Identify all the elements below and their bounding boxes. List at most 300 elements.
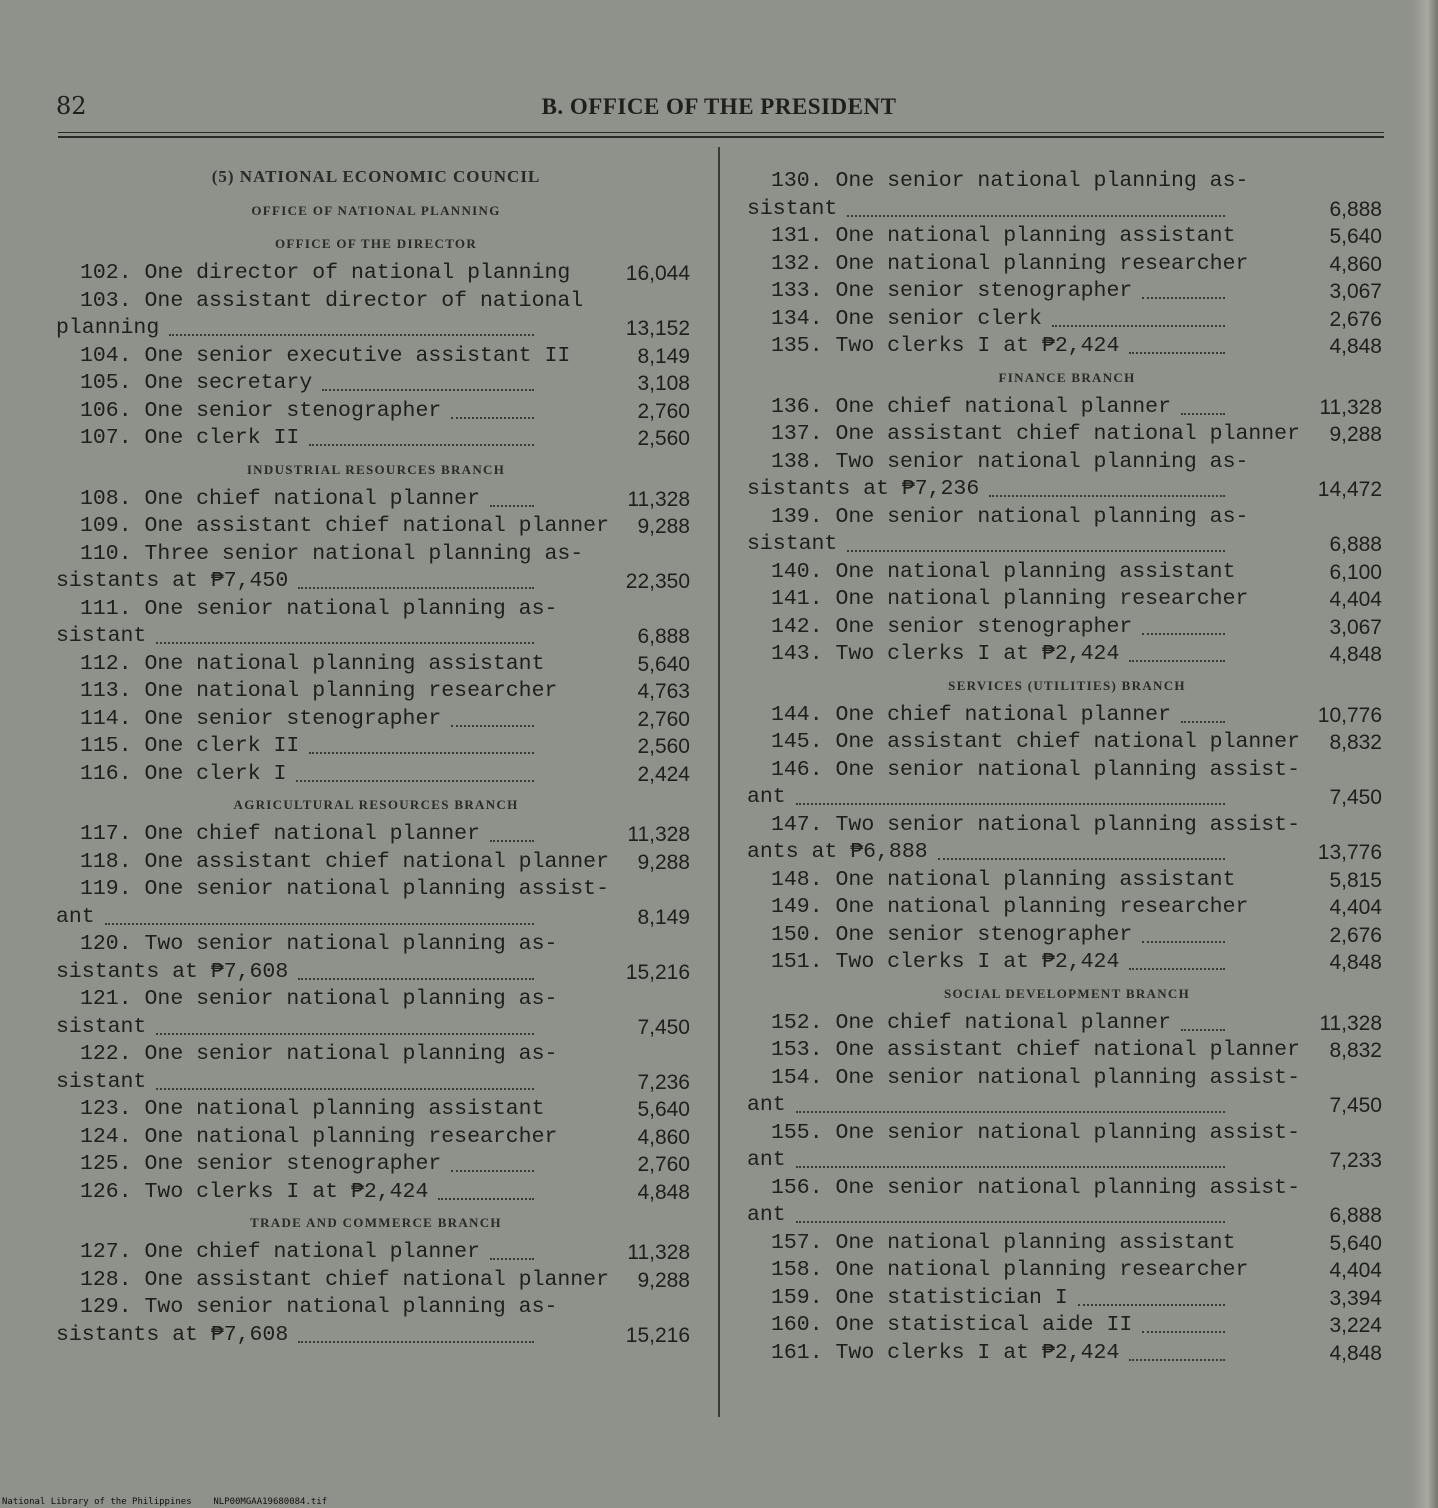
line-item-row [56, 1096, 696, 1124]
dot-leader [451, 417, 534, 419]
line-item [56, 1294, 696, 1349]
section-heading-office-of-the-director: OFFICE OF THE DIRECTOR [274, 236, 478, 251]
item-amount: 15,216 [625, 1323, 690, 1347]
line-item [747, 922, 1387, 950]
item-amount: 9,288 [637, 1268, 690, 1292]
line-item-row [747, 949, 1387, 977]
line-item [747, 1037, 1387, 1065]
line-item-row [747, 559, 1387, 587]
line-item-row [56, 904, 696, 932]
item-description: 108. One chief national planner [80, 486, 480, 511]
item-description: 130. One senior national planning as- [771, 169, 1249, 193]
line-item-row [56, 706, 696, 734]
item-description: ant [747, 1093, 786, 1117]
line-item-row [747, 614, 1387, 642]
item-description: 154. One senior national planning assist- [771, 1065, 1300, 1090]
line-item [56, 288, 696, 343]
line-item [747, 894, 1387, 922]
line-item [747, 168, 1387, 223]
line-item [747, 729, 1387, 757]
line-item-row [747, 586, 1387, 614]
item-amount: 4,848 [1329, 951, 1382, 974]
item-amount: 6,888 [1329, 1204, 1382, 1227]
item-description: 148. One national planning assistant [771, 867, 1236, 892]
line-item-row [747, 196, 1387, 224]
line-item-row [747, 1257, 1387, 1285]
dot-leader [1142, 1331, 1225, 1333]
line-item-row [747, 421, 1387, 449]
line-item [56, 706, 696, 734]
item-description: ants at ₱6,888 [747, 840, 928, 864]
item-description: sistant [747, 532, 838, 556]
section-heading-trade-and-commerce-branch: TRADE AND COMMERCE BRANCH [250, 1215, 502, 1230]
item-description: 143. Two clerks I at ₱2,424 [771, 642, 1120, 666]
item-amount: 2,424 [637, 762, 690, 786]
line-item [747, 1175, 1387, 1230]
line-item [56, 1179, 696, 1207]
item-amount: 2,560 [637, 735, 690, 758]
item-amount: 7,233 [1329, 1149, 1382, 1172]
item-description: 134. One senior clerk [771, 306, 1042, 331]
line-item [56, 370, 696, 398]
line-item [747, 1065, 1387, 1120]
line-item [56, 931, 696, 986]
header-rule-top [58, 132, 1384, 133]
item-amount: 9,288 [1329, 423, 1382, 446]
item-description: 120. Two senior national planning as- [80, 932, 558, 956]
item-description: 106. One senior stenographer [80, 398, 442, 423]
line-item [747, 1010, 1387, 1038]
item-amount: 8,832 [1329, 1039, 1382, 1062]
item-description: 160. One statistical aide II [771, 1313, 1133, 1337]
item-amount: 4,848 [1329, 1341, 1382, 1365]
item-description: sistants at ₱7,608 [56, 1322, 289, 1347]
dot-leader [156, 1033, 534, 1035]
dot-leader [296, 780, 534, 782]
line-item-row [56, 596, 696, 624]
item-amount: 2,560 [637, 427, 690, 450]
line-item [56, 876, 696, 931]
line-item [747, 251, 1387, 279]
council-title: (5) NATIONAL ECONOMIC COUNCIL [211, 167, 541, 186]
line-item-row [747, 702, 1387, 730]
item-amount: 6,888 [1329, 533, 1382, 556]
item-description: 151. Two clerks I at ₱2,424 [771, 950, 1120, 974]
dot-leader [156, 1088, 534, 1090]
section-heading-finance-branch: FINANCE BRANCH [998, 369, 1136, 385]
item-amount: 7,450 [1329, 1094, 1382, 1117]
item-description: 127. One chief national planner [80, 1240, 480, 1264]
line-item-row [747, 757, 1387, 785]
dot-leader [156, 642, 534, 644]
item-description: 117. One chief national planner [80, 822, 480, 846]
item-amount: 8,149 [637, 905, 690, 929]
line-item-row [747, 1065, 1387, 1093]
item-amount: 5,640 [1329, 225, 1382, 248]
dot-leader [309, 444, 534, 446]
line-item [747, 1257, 1387, 1285]
line-item [56, 1041, 696, 1096]
line-item-row [56, 651, 696, 679]
line-item [56, 821, 696, 849]
item-amount: 4,763 [637, 680, 690, 703]
line-item-row [56, 761, 696, 789]
item-amount: 13,152 [625, 317, 690, 340]
item-description: 115. One clerk II [80, 734, 300, 758]
line-item-row [56, 1239, 696, 1267]
item-description: 111. One senior national planning as- [80, 596, 558, 621]
item-description: 121. One senior national planning as- [80, 987, 558, 1011]
dot-leader [490, 840, 534, 842]
line-item [747, 812, 1387, 867]
dot-leader [847, 550, 1225, 552]
item-description: 158. One national planning researcher [771, 1258, 1249, 1282]
item-description: ant [747, 1203, 786, 1227]
line-item-row [56, 1041, 696, 1069]
line-item-row [56, 1322, 696, 1350]
item-amount: 4,860 [1329, 252, 1382, 276]
item-description: 112. One national planning assistant [80, 651, 545, 676]
item-description: 133. One senior stenographer [771, 279, 1133, 303]
header-rule-bottom [58, 136, 1384, 138]
line-item-row [56, 288, 696, 316]
line-item-row [747, 812, 1387, 840]
item-description: 118. One assistant chief national planner [80, 849, 609, 874]
line-item [56, 849, 696, 877]
item-description: sistant [56, 1014, 147, 1039]
item-description: planning [56, 316, 160, 340]
item-description: 103. One assistant director of national [80, 288, 584, 313]
item-amount: 16,044 [625, 262, 690, 285]
column-divider [718, 147, 720, 1417]
line-item-row [747, 1340, 1387, 1368]
line-item-row [56, 876, 696, 904]
dot-leader [847, 215, 1225, 217]
item-description: 152. One chief national planner [771, 1010, 1171, 1035]
line-item [56, 343, 696, 371]
line-item [747, 1312, 1387, 1340]
item-amount: 3,224 [1329, 1314, 1382, 1337]
line-item [747, 614, 1387, 642]
item-description: 141. One national planning researcher [771, 587, 1249, 611]
item-amount: 8,149 [637, 344, 690, 368]
line-item [56, 1267, 696, 1295]
item-description: 126. Two clerks I at ₱2,424 [80, 1179, 429, 1204]
item-description: 159. One statistician I [771, 1285, 1068, 1310]
item-description: 140. One national planning assistant [771, 559, 1236, 584]
item-description: 139. One senior national planning as- [771, 504, 1249, 529]
dot-leader [1142, 941, 1225, 943]
footer-library: National Library of the Philippines [2, 1497, 192, 1507]
item-description: 137. One assistant chief national planner [771, 422, 1300, 446]
item-description: 149. One national planning researcher [771, 895, 1249, 919]
dot-leader [796, 1111, 1225, 1113]
section-heading-industrial-resources-branch: INDUSTRIAL RESOURCES BRANCH [246, 461, 506, 477]
item-description: 119. One senior national planning assist- [80, 877, 609, 901]
left-sections [56, 227, 696, 1349]
dot-leader [1181, 721, 1225, 723]
line-item [747, 394, 1387, 422]
dot-leader [796, 1221, 1225, 1223]
line-item-row [56, 513, 696, 541]
item-description: sistant [56, 1069, 147, 1094]
item-description: 150. One senior stenographer [771, 922, 1133, 947]
item-amount: 11,328 [627, 1241, 690, 1264]
line-item-row [747, 1312, 1387, 1340]
dot-leader [1129, 968, 1225, 970]
line-item-row [56, 541, 696, 569]
line-item [747, 1230, 1387, 1258]
line-item-row [747, 251, 1387, 279]
line-item-row [56, 1124, 696, 1152]
line-item-row [56, 931, 696, 959]
item-description: 131. One national planning assistant [771, 224, 1236, 248]
line-item [56, 541, 696, 596]
line-item-row [56, 1069, 696, 1097]
line-item-row [56, 623, 696, 651]
line-item-row [747, 1010, 1387, 1038]
dot-leader [1129, 352, 1225, 354]
dot-leader [438, 1198, 534, 1200]
item-description: 156. One senior national planning assist- [771, 1175, 1300, 1200]
line-item [747, 559, 1387, 587]
dot-leader [451, 1170, 534, 1172]
line-item-row [747, 504, 1387, 532]
line-item-row [747, 278, 1387, 306]
item-description: ant [747, 785, 786, 809]
item-amount: 5,815 [1329, 868, 1382, 892]
line-item [56, 733, 696, 761]
line-item-row [747, 333, 1387, 361]
line-item-row [747, 1202, 1387, 1230]
right-column [747, 160, 1387, 1367]
line-item [747, 421, 1387, 449]
item-description: 146. One senior national planning assist- [771, 757, 1300, 782]
line-item-row [747, 1147, 1387, 1175]
item-description: ant [56, 904, 95, 929]
line-item-row [747, 1230, 1387, 1258]
line-item-row [56, 959, 696, 987]
item-amount: 9,288 [637, 850, 690, 874]
item-description: sistant [747, 196, 838, 221]
item-amount: 7,236 [637, 1070, 690, 1094]
line-item [747, 449, 1387, 504]
item-amount: 6,888 [637, 625, 690, 648]
scan-footer [2, 1497, 327, 1507]
line-item [56, 1124, 696, 1152]
item-amount: 4,404 [1329, 588, 1382, 611]
left-column [56, 160, 696, 1349]
item-description: 104. One senior executive assistant II [80, 343, 571, 368]
item-description: 138. Two senior national planning as- [771, 449, 1249, 474]
line-item [747, 641, 1387, 669]
dot-leader [451, 725, 534, 727]
item-description: 157. One national planning assistant [771, 1230, 1236, 1255]
line-item [747, 702, 1387, 730]
item-amount: 10,776 [1317, 703, 1382, 727]
page-edge-shadow [1412, 0, 1438, 1508]
line-item [56, 1151, 696, 1179]
line-item-row [747, 168, 1387, 196]
dot-leader [490, 1258, 534, 1260]
item-amount: 6,888 [1329, 197, 1382, 221]
page-title: B. OFFICE OF THE PRESIDENT [541, 94, 897, 119]
line-item-row [747, 641, 1387, 669]
item-amount: 6,100 [1329, 560, 1382, 584]
item-description: 113. One national planning researcher [80, 679, 558, 703]
item-description: 161. Two clerks I at ₱2,424 [771, 1340, 1120, 1365]
item-amount: 9,288 [637, 515, 690, 538]
line-item [747, 223, 1387, 251]
item-amount: 5,640 [637, 1098, 690, 1121]
line-item [56, 678, 696, 706]
line-item-row [747, 476, 1387, 504]
line-item [56, 986, 696, 1041]
dot-leader [1078, 1304, 1225, 1306]
item-description: 116. One clerk I [80, 761, 287, 786]
item-amount: 7,450 [637, 1015, 690, 1039]
item-amount: 11,328 [627, 487, 690, 511]
line-item [747, 1285, 1387, 1313]
item-description: ant [747, 1148, 786, 1172]
line-item-row [747, 1175, 1387, 1203]
line-item-row [747, 1285, 1387, 1313]
right-sections [747, 160, 1387, 1367]
item-description: 107. One clerk II [80, 426, 300, 450]
section-spacer [747, 160, 1387, 168]
item-amount: 2,676 [1329, 307, 1382, 331]
line-item-row [56, 849, 696, 877]
dot-leader [1181, 413, 1225, 415]
item-description: 153. One assistant chief national planner [771, 1038, 1300, 1062]
dot-leader [105, 923, 534, 925]
item-amount: 4,848 [1329, 643, 1382, 666]
dot-leader [1142, 297, 1225, 299]
line-item-row [56, 343, 696, 371]
line-item [747, 586, 1387, 614]
line-item-row [747, 894, 1387, 922]
line-item-row [747, 1037, 1387, 1065]
item-amount: 7,450 [1329, 786, 1382, 809]
item-amount: 2,760 [637, 707, 690, 731]
line-item-row [56, 1151, 696, 1179]
item-description: 114. One senior stenographer [80, 706, 442, 731]
line-item [56, 425, 696, 453]
item-description: 135. Two clerks I at ₱2,424 [771, 334, 1120, 358]
line-item-row [56, 821, 696, 849]
dot-leader [796, 1166, 1225, 1168]
line-item-row [56, 568, 696, 596]
line-item [747, 949, 1387, 977]
item-amount: 4,860 [637, 1125, 690, 1149]
footer-file: NLP00MGAA19680084.tif [213, 1497, 328, 1507]
line-item [56, 761, 696, 789]
item-description: sistant [56, 624, 147, 648]
line-item-row [56, 1179, 696, 1207]
line-item-row [56, 486, 696, 514]
line-item-row [56, 425, 696, 453]
item-description: sistants at ₱7,608 [56, 959, 289, 984]
item-description: 145. One assistant chief national planner [771, 730, 1300, 754]
line-item-row [747, 223, 1387, 251]
item-amount: 4,848 [637, 1180, 690, 1204]
item-amount: 2,760 [637, 399, 690, 423]
line-item [747, 867, 1387, 895]
line-item-row [747, 1092, 1387, 1120]
dot-leader [298, 1341, 534, 1343]
item-amount: 3,394 [1329, 1286, 1382, 1310]
line-item-row [56, 370, 696, 398]
line-item-row [747, 306, 1387, 334]
dot-leader [1052, 325, 1225, 327]
line-item-row [56, 1014, 696, 1042]
dot-leader [490, 505, 534, 507]
line-item-row [747, 867, 1387, 895]
item-amount: 11,328 [1319, 395, 1382, 419]
item-description: 109. One assistant chief national planner [80, 514, 609, 538]
item-amount: 11,328 [1319, 1011, 1382, 1035]
line-item-row [747, 1120, 1387, 1148]
dot-leader [298, 587, 534, 589]
line-item-row [747, 394, 1387, 422]
line-item-row [56, 1294, 696, 1322]
item-amount: 15,216 [625, 960, 690, 984]
item-amount: 4,848 [1329, 335, 1382, 358]
line-item-row [56, 315, 696, 343]
line-item [56, 486, 696, 514]
office-subtitle: OFFICE OF NATIONAL PLANNING [251, 203, 501, 218]
item-amount: 2,676 [1329, 923, 1382, 947]
item-description: 110. Three senior national planning as- [80, 541, 584, 566]
dot-leader [322, 389, 534, 391]
line-item-row [56, 1267, 696, 1295]
dot-leader [298, 978, 534, 980]
item-description: 124. One national planning researcher [80, 1124, 558, 1149]
line-item [56, 596, 696, 651]
line-item-row [56, 260, 696, 288]
line-item [56, 260, 696, 288]
line-item-row [747, 531, 1387, 559]
item-amount: 3,108 [637, 372, 690, 395]
line-item-row [747, 729, 1387, 757]
dot-leader [938, 858, 1225, 860]
section-heading-services-utilities-branch: SERVICES (UTILITIES) BRANCH [948, 677, 1186, 693]
item-description: 123. One national planning assistant [80, 1097, 545, 1121]
dot-leader [1181, 1029, 1225, 1031]
line-item [56, 1239, 696, 1267]
page-number: 82 [56, 92, 87, 120]
line-item-row [56, 398, 696, 426]
line-item [56, 513, 696, 541]
item-amount: 14,472 [1317, 478, 1382, 501]
item-amount: 5,640 [637, 652, 690, 676]
line-item [56, 398, 696, 426]
section-heading-social-development-branch: SOCIAL DEVELOPMENT BRANCH [943, 985, 1191, 1001]
item-description: 128. One assistant chief national planner [80, 1267, 609, 1292]
dot-leader [169, 334, 534, 336]
item-description: 129. Two senior national planning as- [80, 1295, 558, 1319]
line-item [747, 1120, 1387, 1175]
item-description: sistants at ₱7,450 [56, 569, 289, 593]
item-amount: 13,776 [1317, 841, 1382, 864]
line-item [747, 1340, 1387, 1368]
line-item [56, 1096, 696, 1124]
line-item [56, 651, 696, 679]
line-item [747, 278, 1387, 306]
item-description: 122. One senior national planning as- [80, 1042, 558, 1066]
dot-leader [796, 803, 1225, 805]
item-description: 147. Two senior national planning assist- [771, 812, 1300, 837]
